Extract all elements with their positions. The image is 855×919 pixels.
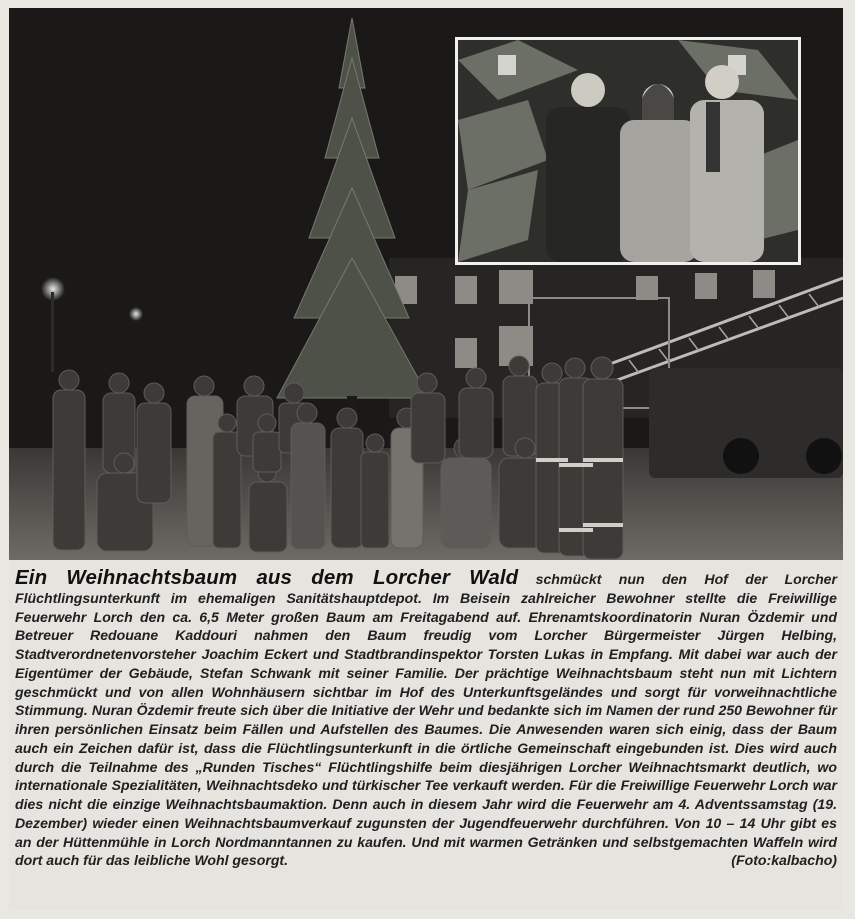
article-text: [15, 566, 837, 870]
main-photo: [9, 8, 843, 560]
inset-photo: [455, 37, 801, 265]
article-headline: Ein Weihnachtsbaum aus dem Lorcher Wald: [15, 566, 519, 589]
inset-portrait-illustration: [458, 40, 798, 262]
photo-credit: (Foto:kalbacho): [731, 852, 837, 869]
newspaper-clipping: [9, 8, 843, 910]
article-body: schmückt nun den Hof der Lorcher Flüchtlingsunterkunft im ehemaligen Sanitätshauptdepot. Im Beisein zahlreicher Bewohner stellte die Freiwillige Feuerwehr Lorch den ca. 6,5 Meter großen Baum am Freitagabend auf. Ehrenamtskoordinatorin Nuran Özdemir und Betreuer Redouane Kaddouri nahmen den Baum freudig vom Lorcher Bürgermeister Jürgen Helbing, Stadtverordnetenvorsteher Joachim Eckert und Stadtbrandinspektor Torsten Lukas in Empfang. Mit dabei war auch der Eigentümer der Gebäude, Stefan Schwank mit seiner Familie. Der prächtige Weihnachtsbaum steht nun mit Lichtern geschmückt und von allen Wohnhäusern sichtbar im Hof des Unterkunftsgeländes und sorgt für vorweihnachtliche Stimmung. Nuran Özdemir freute sich über die Initiative der Wehr und bedankte sich im Namen der rund 250 Bewohner für ihren persönlichen Einsatz beim Fällen und Aufstellen des Baumes. Die Anwesenden waren sich einig, dass der Baum auch ein Zeichen dafür ist, dass die Flüchtlingsunterkunft in die örtliche Gemeinschaft eingebunden ist. Dies wird auch durch die Teilnahme des „Runden Tisches“ Flüchtlingshilfe beim diesjährigen Lorcher Weihnachtsmarkt deutlich, wo internationale Spezialitäten, Weihnachtsdeko und türkischer Tee verkauft werden. Für die Freiwillige Feuerwehr Lorch war dies nicht die einzige Weihnachtsbaumaktion. Denn auch in diesem Jahr wird die Feuerwehr am 4. Adventssamstag (19. Dezember) wieder einen Weihnachtsbaumverkauf zugunsten der Jugendfeuerwehr durchführen. Von 10 – 14 Uhr gibt es an der Hüttenmühle in Lorch Nordmanntannen zu kaufen. Und mit warmen Getränken und selbstgemachten Waffeln wird dort auch für das leibliche Wohl gesorgt.: [15, 571, 837, 869]
